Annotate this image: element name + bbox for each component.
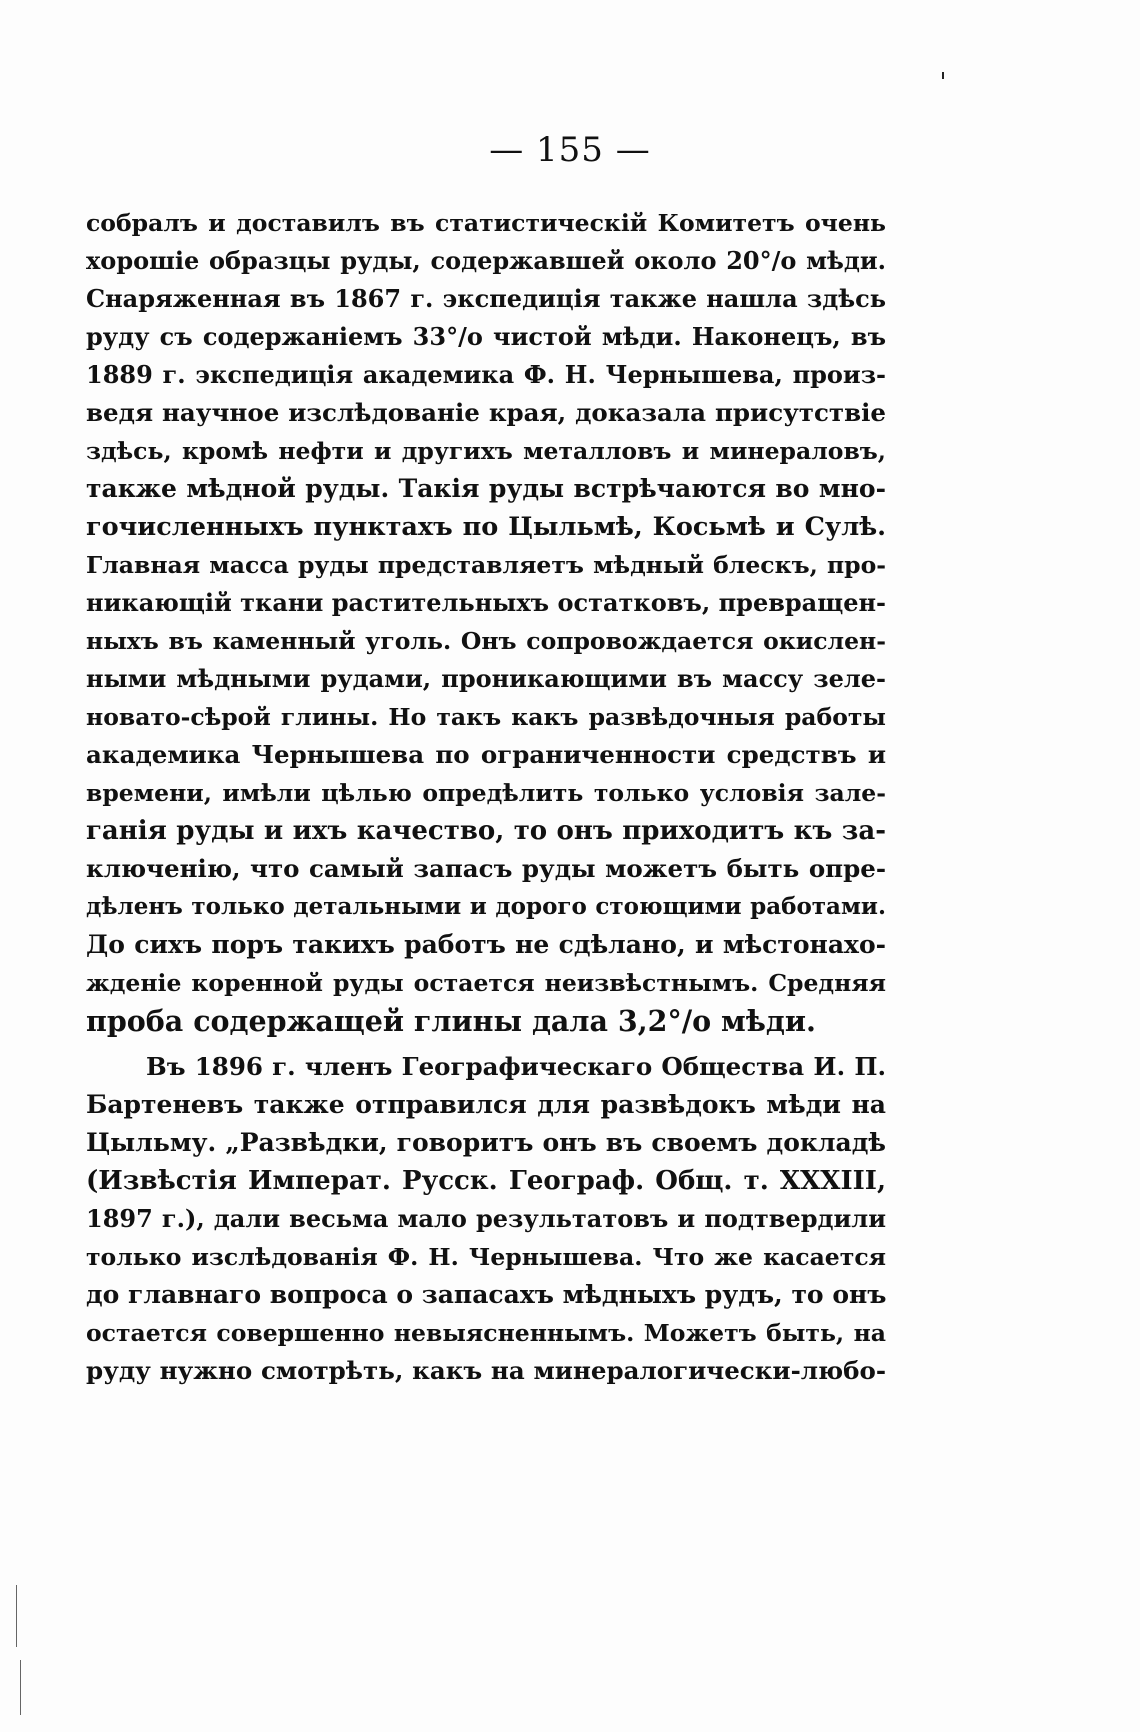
body-text (86, 204, 886, 1390)
paragraph-1 (86, 204, 886, 1040)
text-line: До сихъ поръ такихъ работъ не сдѣлано, и мѣстонахо- (86, 930, 886, 959)
scan-edge-line (16, 1585, 17, 1647)
page-number: — 155 — (489, 130, 651, 170)
text-line: дѣленъ только детальными и дорого стоющими работами. (86, 893, 886, 920)
text-line: Въ 1896 г. членъ Географическаго Общества И. П. (146, 1052, 886, 1081)
text-line: никающій ткани растительныхъ остатковъ, превращен- (86, 588, 886, 617)
scan-edge-line (20, 1660, 21, 1715)
text-line: времени, имѣли цѣлью опредѣлить только условія зале- (86, 779, 886, 807)
text-line: также мѣдной руды. Такія руды встрѣчаются во мно- (86, 474, 886, 503)
text-line: новато-сѣрой глины. Но такъ какъ развѣдочныя работы (86, 703, 886, 731)
text-line: ведя научное изслѣдованіе края, доказала присутствіе (86, 398, 886, 427)
text-line: Цыльму. „Развѣдки, говоритъ онъ въ своемъ докладѣ (86, 1128, 886, 1157)
text-line: ными мѣдными рудами, проникающими въ массу зеле- (86, 664, 886, 693)
text-line: только изслѣдованія Ф. Н. Чернышева. Что же касается (86, 1243, 886, 1271)
text-line: (Извѣстія Императ. Русск. Географ. Общ. т. XXXIII, (86, 1166, 886, 1196)
text-line: гочисленныхъ пунктахъ по Цыльмѣ, Косьмѣ и Сулѣ. (86, 512, 886, 542)
text-line: академика Чернышева по ограниченности средствъ и (86, 740, 886, 769)
text-line: остается совершенно невыясненнымъ. Можетъ быть, на (86, 1319, 886, 1347)
text-line: хорошіе образцы руды, содержавшей около 20°/о мѣди. (86, 246, 886, 275)
text-line: Главная масса руды представляетъ мѣдный блескъ, про- (86, 551, 886, 579)
paragraph-2 (86, 1048, 886, 1390)
text-line: Снаряженная въ 1867 г. экспедиція также нашла здѣсь (86, 284, 886, 313)
text-line: ганія руды и ихъ качество, то онъ приходитъ къ за- (86, 816, 886, 846)
text-line: жденіе коренной руды остается неизвѣстнымъ. Средняя (86, 969, 886, 997)
text-line: до главнаго вопроса о запасахъ мѣдныхъ рудъ, то онъ (86, 1280, 887, 1309)
text-line: собралъ и доставилъ въ статистическій Комитетъ очень (86, 209, 886, 237)
text-line: здѣсь, кромѣ нефти и другихъ металловъ и минераловъ, (86, 437, 886, 465)
text-line: 1889 г. экспедиція академика Ф. Н. Чернышева, произ- (86, 360, 886, 389)
text-line: Бартеневъ также отправился для развѣдокъ мѣди на (86, 1090, 886, 1119)
text-line: 1897 г.), дали весьма мало результатовъ и подтвердили (86, 1204, 886, 1233)
text-line: руду нужно смотрѣть, какъ на минералогически-любо- (86, 1356, 886, 1385)
text-line: руду съ содержаніемъ 33°/о чистой мѣди. Наконецъ, въ (86, 322, 886, 351)
scan-speck (942, 72, 944, 79)
text-line: ныхъ въ каменный уголь. Онъ сопровождается окислен- (86, 627, 886, 655)
text-line: ключенію, что самый запасъ руды можетъ быть опре- (86, 854, 886, 883)
text-line: проба содержащей глины дала 3,2°/о мѣди. (86, 1004, 816, 1038)
paragraph-gap (86, 1040, 886, 1048)
